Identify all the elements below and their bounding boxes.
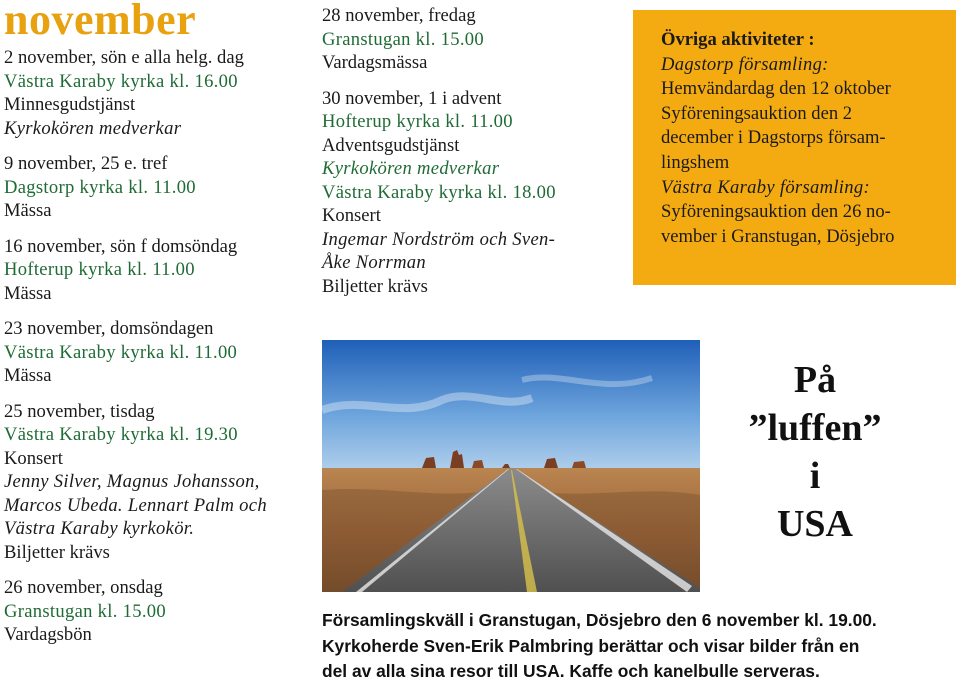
event-detail: Vardagsmässa xyxy=(322,52,428,73)
event-place-time: Granstugan kl. 15.00 xyxy=(322,28,484,50)
headline-line: i xyxy=(809,455,821,497)
event-place-time: Västra Karaby kyrka kl. 19.30 xyxy=(4,424,238,445)
event-entry xyxy=(4,317,316,388)
event-detail: Åke Norrman xyxy=(322,252,427,273)
activity-text: december i Dagstorps försam- xyxy=(661,127,886,149)
footer-line: Kyrkoherde Sven-Erik Palmbring berättar och visar bilder från en xyxy=(322,635,860,656)
footer-line: del av alla sina resor till USA. Kaffe och kanelbulle serveras. xyxy=(322,661,820,681)
event-date: 16 november, sön f domsöndag xyxy=(4,235,238,257)
event-detail: Jenny Silver, Magnus Johansson, xyxy=(4,471,260,492)
event-date: 25 november, tisdag xyxy=(4,400,155,422)
event-date: 28 november, fredag xyxy=(322,5,476,26)
event-detail: Vardagsbön xyxy=(4,624,92,645)
trip-headline xyxy=(735,356,895,548)
event-place-time: Hofterup kyrka kl. 11.00 xyxy=(4,259,195,280)
headline-line: ”luffen” xyxy=(748,407,882,449)
event-entry xyxy=(4,400,316,565)
event-date: 2 november, sön e alla helg. dag xyxy=(4,47,244,68)
left-event-column xyxy=(4,46,316,659)
event-detail: Mässa xyxy=(4,200,52,221)
middle-event-column xyxy=(322,4,622,310)
event-date: 9 november, 25 e. tref xyxy=(4,153,168,174)
parish-heading: Västra Karaby församling: xyxy=(661,176,870,198)
event-date: 26 november, onsdag xyxy=(4,577,163,598)
road-landscape-photo xyxy=(322,340,700,592)
event-detail: Biljetter krävs xyxy=(322,275,428,297)
activities-heading: Övriga aktiviteter : xyxy=(661,29,815,50)
activity-text: lingshem xyxy=(661,151,730,173)
activity-text: vember i Granstugan, Dösjebro xyxy=(661,225,895,247)
event-place-time: Västra Karaby kyrka kl. 11.00 xyxy=(4,341,238,363)
event-detail: Västra Karaby kyrkokör. xyxy=(4,518,195,539)
event-detail: Konsert xyxy=(322,205,381,226)
event-detail: Konsert xyxy=(4,447,63,469)
event-detail: Biljetter krävs xyxy=(4,541,110,563)
activity-text: Syföreningsauktion den 26 no- xyxy=(661,201,891,223)
event-entry xyxy=(4,576,316,647)
event-detail: Marcos Ubeda. Lennart Palm och xyxy=(4,494,267,516)
event-place-time: Granstugan kl. 15.00 xyxy=(4,600,166,622)
event-place-time: Hofterup kyrka kl. 11.00 xyxy=(322,111,513,132)
headline-line: USA xyxy=(776,503,854,545)
event-entry xyxy=(4,152,316,223)
activity-text: Hemvändardag den 12 oktober xyxy=(661,78,891,100)
footer-line: Församlingskväll i Granstugan, Dösjebro den 6 november kl. 19.00. xyxy=(322,610,877,630)
event-place-time: Västra Karaby kyrka kl. 16.00 xyxy=(4,70,238,92)
event-detail: Mässa xyxy=(4,282,52,304)
headline-line: På xyxy=(793,359,837,401)
event-detail: Minnesgudstjänst xyxy=(4,94,136,115)
event-date: 23 november, domsöndagen xyxy=(4,318,214,339)
month-title: november xyxy=(4,0,197,44)
event-date: 30 november, 1 i advent xyxy=(322,87,502,109)
event-detail: Kyrkokören medverkar xyxy=(4,117,182,139)
event-entry xyxy=(4,46,316,140)
activity-text: Syföreningsauktion den 2 xyxy=(661,102,853,124)
event-entry xyxy=(4,235,316,306)
event-detail: Adventsgudstjänst xyxy=(322,134,460,156)
footer-announcement xyxy=(322,608,956,685)
other-activities-box xyxy=(633,10,956,285)
parish-heading: Dagstorp församling: xyxy=(661,53,829,75)
event-place-time: Västra Karaby kyrka kl. 18.00 xyxy=(322,181,556,203)
event-place-time: Dagstorp kyrka kl. 11.00 xyxy=(4,176,196,198)
event-detail: Mässa xyxy=(4,365,52,386)
event-entry xyxy=(322,87,622,299)
event-detail: Kyrkokören medverkar xyxy=(322,158,500,179)
event-entry xyxy=(322,4,622,75)
event-detail: Ingemar Nordström och Sven- xyxy=(322,228,556,250)
